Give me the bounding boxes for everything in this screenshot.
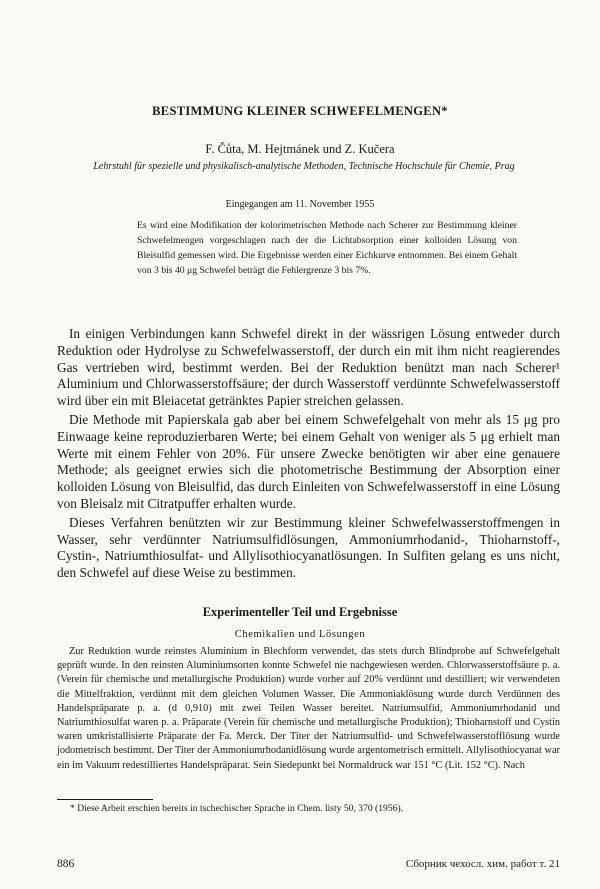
page-number: 886 [57,858,75,870]
running-head: Сборник чехосл. хим. работ т. 21 [405,858,560,870]
footnote-text: * Diese Arbeit erschien bereits in tschechischer Sprache in Chem. listy 50, 370 (1956). [70,803,404,814]
affiliation-line: Lehrstuhl für spezielle und physikalisch-analytische Methoden, Technische Hochschule für Chemie, Prag [93,161,515,172]
received-date: Eingegangen am 11. November 1955 [225,199,375,210]
experimental-paragraph-1: Zur Reduktion wurde reinstes Aluminium in Blechform verwendet, das stets durch Blindprobe auf Schwefelgehalt geprüft wurde. In den reinsten Aluminiumsorten konnte Schwefel nie nachgewiesen werden. Chlorwasserstoffsäure p. a. (Verein für chemische und metallurgische Produktion) wurde vorher auf 20% verdünnt und destilliert; wir verwendeten die Mittelfraktion, verdünnt mit dem gleichen Volumen Wasser. Die Ammoniaklösung wurde durch Verdünnen des Handelspräparate p. a. (d 0,910) mit zwei Teilen Wasser bereitet. Natriumsulfid, Ammoniumrhodanid und Natriumthiosulfat waren p. a. Präparate (Verein für chemische und metallurgische Produktion); Thioharnstoff und Cystin waren umkristallisierte Präparate der Fa. Merck. Der Titer der Natriumsulfid- und Schwefelwasserstofflösung wurde jodometrisch bestimmt. Der Titer der Ammoniumrhodanidlösung wurde argentometrisch ermittelt. Allylisothiocyanat war ein im Vakuum redestilliertes Handelspräparat. Sein Siedepunkt bei Normaldruck war 151 °C (Lit. 152 °C). Nach [57,646,560,771]
subsection-heading: Chemikalien und Lösungen [234,629,366,640]
section-heading: Experimenteller Teil und Ergebnisse [202,605,398,619]
body-paragraph-2: Die Methode mit Papierskala gab aber bei einem Schwefelgehalt von mehr als 15 μg pro Einwaage keine reproduzierbaren Werte; bei einem Gehalt von weniger als 5 μg erhielt man Werte mit einem Fehler von 20%. Für unsere Zwecke benötigten wir aber eine genauere Methode; als geeignet erwies sich die photometrische Bestimmung der Absorption einer kolloiden Lösung von Bleisulfid, das durch Einleiten von Schwefelwasserstoff in eine Lösung von Bleisalz mit Citratpuffer erhalten wurde. [57,411,560,511]
article-title: BESTIMMUNG KLEINER SCHWEFELMENGEN* [152,104,448,118]
authors-line: F. Čůta, M. Hejtmánek und Z. Kučera [205,142,395,156]
body-text [57,326,560,584]
body-paragraph-1: In einigen Verbindungen kann Schwefel direkt in der wässrigen Lösung entweder durch Reduktion oder Hydrolyse zu Schwefelwasserstoff, der durch ein mit ihm nicht reagierendes Gas vertrieben wird, bestimmt werden. Bei der Reduktion benützt man nach Scherer¹ Aluminium und Chlorwasserstoffsäure; der durch Wasserstoff verdünnte Schwefelwasserstoff wird über ein mit Bleiacetat getränktes Papier streichen gelassen. [57,326,560,409]
abstract-text: Es wird eine Modifikation der kolorimetrischen Methode nach Scherer zur Bestimmung kleiner Schwefelmengen vorgeschlagen nach der die Lichtabsorption einer kolloiden Lösung von Bleisulfid gemessen wird. Die Ergebnisse werden einer Eichkurve entnommen. Bei einem Gehalt von 3 bis 40 μg Schwefel beträgt die Fehlergrenze 3 bis 7%. [137,220,517,276]
footnote-rule [57,799,153,800]
body-paragraph-3: Dieses Verfahren benützten wir zur Bestimmung kleiner Schwefelwasserstoffmengen in Wasser, sehr verdünnter Natriumsulfidlösungen, Ammoniumrhodanid-, Thioharnstoff-, Cystin-, Natriumthiosulfat- und Allylisothiocyanatlösungen. In Sulfiten gelang es uns nicht, den Schwefel auf diese Weise zu bestimmen. [57,514,560,581]
experimental-text [57,645,560,773]
